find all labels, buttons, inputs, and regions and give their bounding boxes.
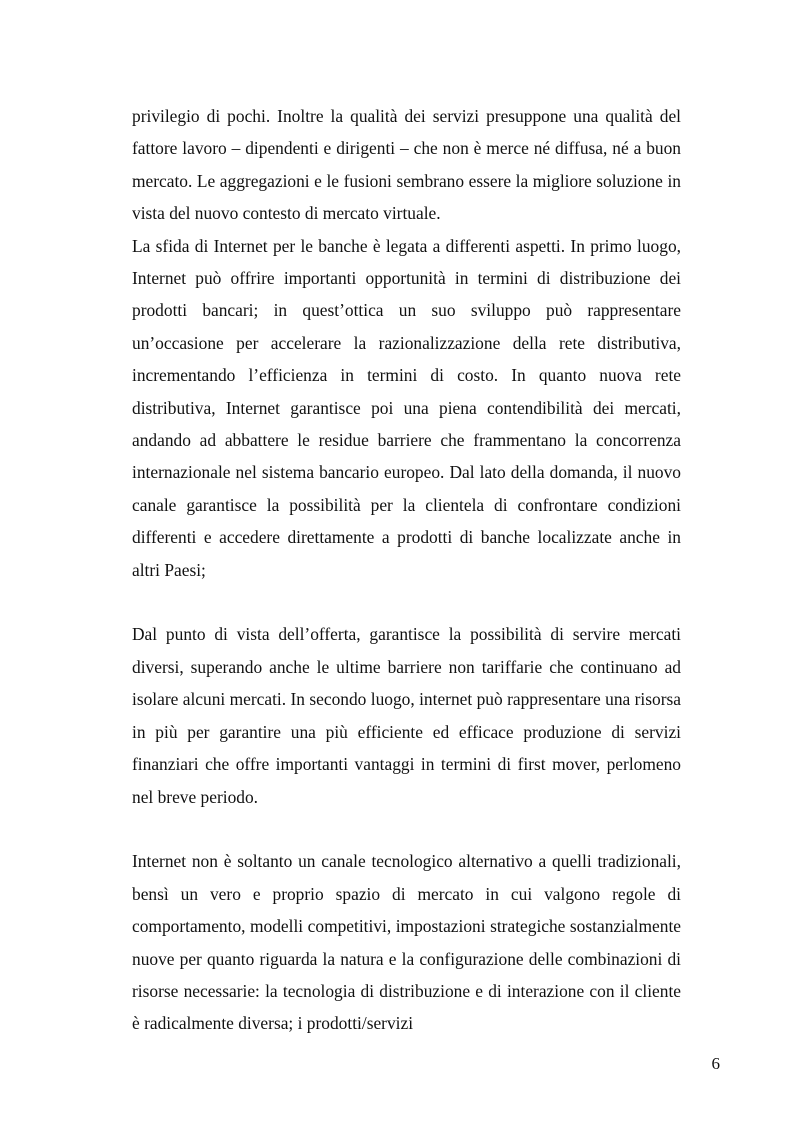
paragraph-4: Internet non è soltanto un canale tecnologico alternativo a quelli tradizionali, bensì un vero e proprio spazio di mercato in cui valgono regole di comportamento, modelli competitivi, impostazioni strategiche sostanzialmente nuove per quanto riguarda la natura e la configurazione delle combinazioni di risorse necessarie: la tecnologia di distribuzione e di interazione con il cliente è radicalmente diversa; i prodotti/servizi [132,851,681,1034]
paragraph-spacer [132,813,681,845]
paragraph-1: privilegio di pochi. Inoltre la qualità dei servizi presuppone una qualità del fattore lavoro – dipendenti e dirigenti – che non è merce né diffusa, né a buon mercato. Le aggregazioni e le fusioni sembrano essere la migliore soluzione in vista del nuovo contesto di mercato virtuale. [132,106,681,224]
page-number: 6 [711,1054,720,1073]
paragraph-2: La sfida di Internet per le banche è legata a differenti aspetti. In primo luogo, Internet può offrire importanti opportunità in termini di distribuzione dei prodotti bancari; in quest’ottica un suo sviluppo può rappresentare un’occasione per accelerare la razionalizzazione della rete distributiva, incrementando l’efficienza in termini di costo. In quanto nuova rete distributiva, Internet garantisce poi una piena contendibilità dei mercati, andando ad abbattere le residue barriere che frammentano la concorrenza internazionale nel sistema bancario europeo. Dal lato della domanda, il nuovo canale garantisce la possibilità per la clientela di confrontare condizioni differenti e accedere direttamente a prodotti di banche localizzate anche in altri Paesi; [132,235,681,580]
body-text [132,100,681,1040]
paragraph-3: Dal punto di vista dell’offerta, garantisce la possibilità di servire mercati diversi, superando anche le ultime barriere non tariffarie che continuano ad isolare alcuni mercati. In secondo luogo, internet può rappresentare una risorsa in più per garantire una più efficiente ed efficace produzione di servizi finanziari che offre importanti vantaggi in termini di first mover, perlomeno nel breve periodo. [132,624,681,807]
paragraph-spacer [132,586,681,618]
